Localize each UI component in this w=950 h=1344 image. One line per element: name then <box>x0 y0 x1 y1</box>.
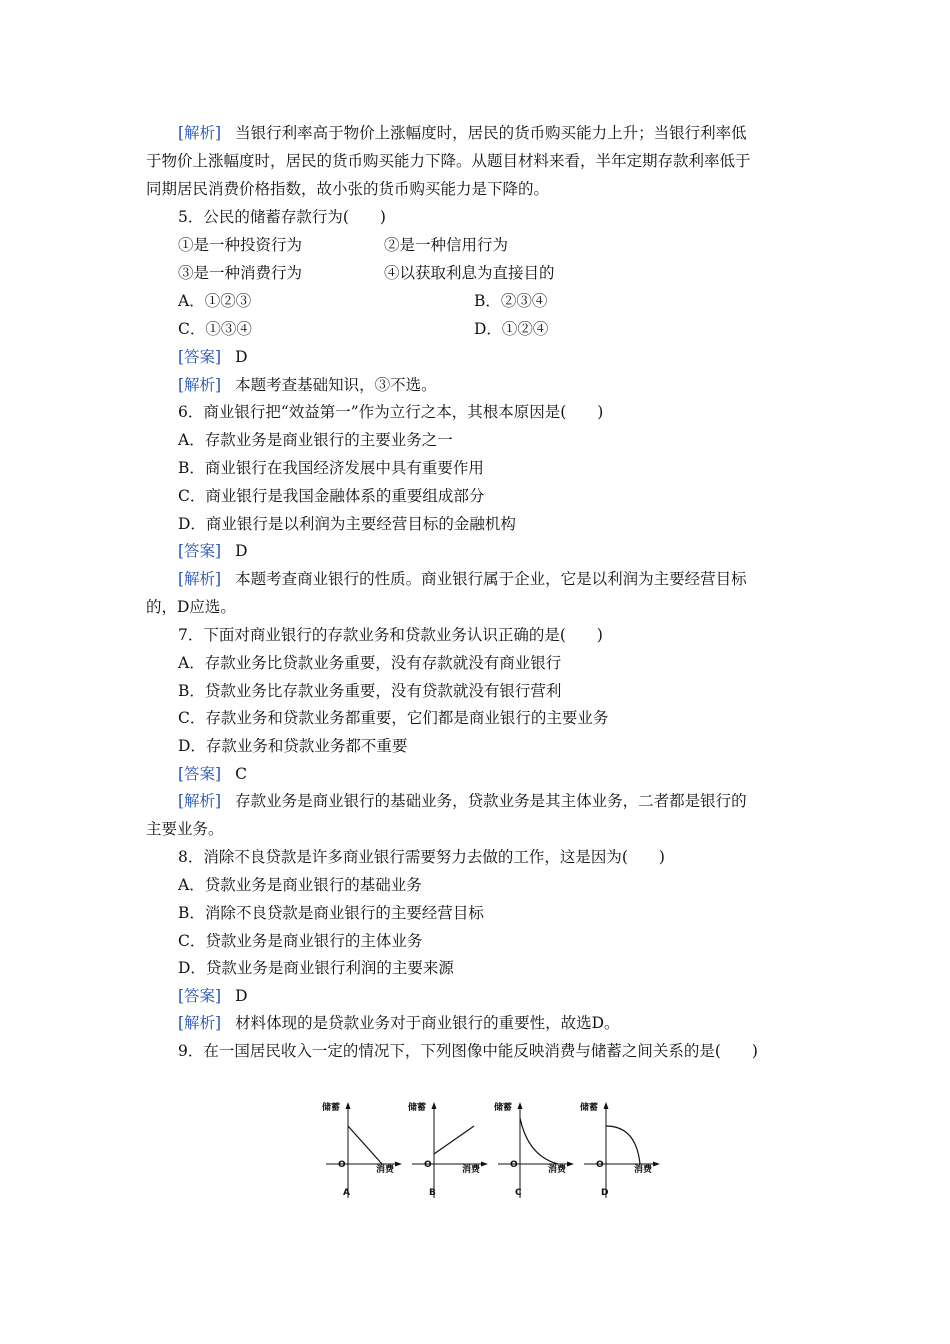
graph-b-x-label: 消费 <box>462 1165 481 1175</box>
graph-b-origin: O <box>424 1160 432 1170</box>
graph-d-curve <box>606 1126 640 1164</box>
question-8-stem: 8．消除不良贷款是许多商业银行需要努力去做的工作，这是因为( ) <box>178 848 665 866</box>
option-d: D．贷款业务是商业银行利润的主要来源 <box>178 959 454 977</box>
question-9-stem: 9．在一国居民收入一定的情况下，下列图像中能反映消费与储蓄之间关系的是( ) <box>178 1042 758 1060</box>
graph-c-curve <box>520 1118 558 1164</box>
option-a: A．①②③ <box>178 292 252 310</box>
option-a: A．存款业务是商业银行的主要业务之一 <box>178 431 453 449</box>
option-b: B．消除不良贷款是商业银行的主要经营目标 <box>178 904 484 922</box>
question-5-stem: 5．公民的储蓄存款行为( ) <box>178 208 386 226</box>
option-d: D．存款业务和贷款业务都不重要 <box>178 737 408 755</box>
option-c: C．①③④ <box>178 320 252 338</box>
option-b: B．贷款业务比存款业务重要，没有贷款就没有银行营利 <box>178 682 562 700</box>
analysis-line <box>178 569 747 589</box>
answer-line <box>178 541 248 561</box>
graph-d-svg <box>578 1098 660 1206</box>
statement-2: ②是一种信用行为 <box>384 236 509 254</box>
graph-d-origin: O <box>596 1160 604 1170</box>
option-c: C．贷款业务是商业银行的主体业务 <box>178 932 423 950</box>
graph-a-x-label: 消费 <box>376 1165 395 1175</box>
analysis-line <box>178 791 747 811</box>
graph-b <box>406 1098 488 1206</box>
option-b: B．商业银行在我国经济发展中具有重要作用 <box>178 459 484 477</box>
answer-line <box>178 764 247 784</box>
analysis-tag: [解析] <box>178 570 222 588</box>
option-b: B．②③④ <box>474 292 548 310</box>
option-c: C．存款业务和贷款业务都重要，它们都是商业银行的主要业务 <box>178 709 609 727</box>
graph-c-label: C <box>515 1188 522 1198</box>
graph-c <box>492 1098 574 1206</box>
graph-d-label: D <box>601 1188 609 1198</box>
answer-tag: [答案] <box>178 987 222 1005</box>
graph-b-curve <box>434 1126 474 1154</box>
graph-a-origin: O <box>338 1160 346 1170</box>
graph-d-x-label: 消费 <box>634 1165 653 1175</box>
graph-d <box>578 1098 660 1206</box>
answer-line <box>178 347 248 367</box>
option-d: D．商业银行是以利润为主要经营目标的金融机构 <box>178 515 516 533</box>
statement-3: ③是一种消费行为 <box>178 264 303 282</box>
analysis-line <box>178 1013 620 1033</box>
analysis-text: 存款业务是商业银行的基础业务，贷款业务是其主体业务，二者都是银行的 <box>235 792 747 810</box>
analysis-tag: [解析] <box>178 376 222 394</box>
option-a: A．存款业务比贷款业务重要，没有存款就没有商业银行 <box>178 654 562 672</box>
answer-value: D <box>235 987 248 1005</box>
option-d: D．①②④ <box>474 320 549 338</box>
option-a: A．贷款业务是商业银行的基础业务 <box>178 876 422 894</box>
analysis-line <box>178 375 437 395</box>
analysis-tag: [解析] <box>178 124 222 142</box>
graph-a <box>320 1098 402 1206</box>
analysis-text: 主要业务。 <box>146 820 224 838</box>
analysis-tag: [解析] <box>178 792 222 810</box>
answer-value: D <box>235 348 248 366</box>
analysis-text: 同期居民消费价格指数，故小张的货币购买能力是下降的。 <box>146 180 550 198</box>
analysis-text: 当银行利率高于物价上涨幅度时，居民的货币购买能力上升；当银行利率低 <box>235 124 747 142</box>
analysis-text: 于物价上涨幅度时，居民的货币购买能力下降。从题目材料来看，半年定期存款利率低于 <box>146 152 751 170</box>
graph-c-x-label: 消费 <box>548 1165 567 1175</box>
graph-a-curve <box>348 1126 382 1164</box>
graph-b-svg <box>406 1098 488 1206</box>
answer-line <box>178 986 248 1006</box>
graph-c-svg <box>492 1098 574 1206</box>
statement-4: ④以获取利息为直接目的 <box>384 264 555 282</box>
graph-a-svg <box>320 1098 402 1206</box>
graph-options <box>320 1098 670 1206</box>
graph-b-label: B <box>429 1188 436 1198</box>
graph-b-y-label: 储蓄 <box>408 1103 427 1113</box>
answer-tag: [答案] <box>178 765 222 783</box>
answer-value: C <box>235 765 247 783</box>
question-7-stem: 7．下面对商业银行的存款业务和贷款业务认识正确的是( ) <box>178 626 603 644</box>
analysis-text: 本题考查商业银行的性质。商业银行属于企业，它是以利润为主要经营目标 <box>235 570 747 588</box>
graph-a-label: A <box>343 1188 350 1198</box>
statement-1: ①是一种投资行为 <box>178 236 303 254</box>
graph-c-origin: O <box>510 1160 518 1170</box>
graph-a-y-label: 储蓄 <box>322 1103 341 1113</box>
option-c: C．商业银行是我国金融体系的重要组成部分 <box>178 487 485 505</box>
answer-value: D <box>235 542 248 560</box>
analysis-line <box>178 123 747 143</box>
answer-tag: [答案] <box>178 348 222 366</box>
answer-tag: [答案] <box>178 542 222 560</box>
graph-c-y-label: 储蓄 <box>494 1103 513 1113</box>
analysis-text: 的，D应选。 <box>146 598 236 616</box>
question-6-stem: 6．商业银行把“效益第一”作为立行之本，其根本原因是( ) <box>178 403 604 421</box>
analysis-tag: [解析] <box>178 1014 222 1032</box>
analysis-text: 材料体现的是贷款业务对于商业银行的重要性，故选D。 <box>235 1014 620 1032</box>
graph-d-y-label: 储蓄 <box>580 1103 599 1113</box>
analysis-text: 本题考查基础知识，③不选。 <box>235 376 437 394</box>
